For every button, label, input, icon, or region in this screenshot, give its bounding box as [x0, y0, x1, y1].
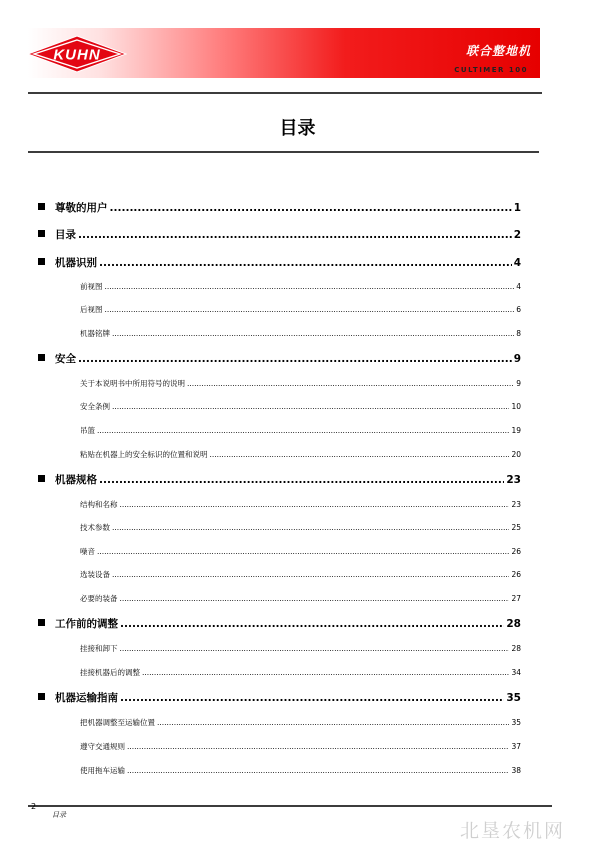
page-title: 目录: [279, 118, 316, 139]
dot-leader: [187, 379, 514, 388]
toc-entry-page: 34: [511, 668, 521, 677]
toc-subentry[interactable]: [80, 717, 521, 728]
dot-leader: [112, 523, 509, 532]
square-bullet-icon: [38, 475, 45, 482]
toc-entry[interactable]: [38, 690, 521, 705]
dot-leader: [110, 202, 512, 214]
toc-entry-label: 选装设备: [80, 570, 110, 579]
dot-leader: [99, 257, 512, 269]
square-bullet-icon: [38, 693, 45, 700]
toc-entry-label: 安全条例: [80, 402, 110, 411]
toc-entry-label: 目录: [55, 229, 76, 241]
toc-entry-label: 必要的装备: [80, 594, 118, 603]
square-bullet-icon: [38, 354, 45, 361]
square-bullet-icon: [38, 203, 45, 210]
toc-entry-page: 20: [511, 450, 521, 459]
toc-entry-label: 把机器调整至运输位置: [80, 718, 155, 727]
toc-entry-label: 前视图: [80, 282, 103, 291]
toc-entry-page: 25: [511, 523, 521, 532]
dot-leader: [78, 353, 512, 365]
toc-entry-page: 2: [513, 229, 521, 241]
dot-leader: [97, 426, 509, 435]
toc-entry-label: 安全: [55, 353, 76, 365]
dot-leader: [120, 618, 504, 630]
toc-entry[interactable]: [38, 472, 521, 487]
toc-entry-page: 23: [511, 500, 521, 509]
dot-leader: [157, 718, 509, 727]
toc-subentry[interactable]: [80, 425, 521, 436]
toc-entry-label: 吊篮: [80, 426, 95, 435]
toc-entry-label: 后视图: [80, 305, 103, 314]
toc-entry-label: 挂接和卸下: [80, 644, 118, 653]
toc-entry-page: 28: [511, 644, 521, 653]
toc-entry-label: 挂接机器后的调整: [80, 668, 140, 677]
toc-entry-label: 噪音: [80, 547, 95, 556]
dot-leader: [112, 570, 509, 579]
toc-entry-label: 技术参数: [80, 523, 110, 532]
dot-leader: [105, 305, 515, 314]
toc-entry-page: 8: [516, 329, 521, 338]
dot-leader: [99, 474, 504, 486]
dot-leader: [112, 329, 514, 338]
square-bullet-icon: [38, 258, 45, 265]
toc-entry-page: 23: [506, 474, 521, 486]
dot-leader: [120, 644, 510, 653]
header-model: CULTIMER 100: [454, 66, 528, 74]
toc-entry-label: 粘贴在机器上的安全标识的位置和说明: [80, 450, 208, 459]
toc-entry-page: 6: [516, 305, 521, 314]
toc-entry-page: 4: [513, 257, 521, 269]
dot-leader: [127, 742, 509, 751]
dot-leader: [120, 692, 504, 704]
toc-entry-page: 9: [513, 353, 521, 365]
toc-entry-label: 机器铭牌: [80, 329, 110, 338]
footer-label: 目录: [52, 811, 66, 819]
toc-entry[interactable]: [38, 351, 521, 366]
toc-entry-label: 关于本说明书中所用符号的说明: [80, 379, 185, 388]
watermark: 北垦农机网: [459, 820, 565, 842]
toc-entry-page: 38: [511, 766, 521, 775]
toc-entry-page: 35: [511, 718, 521, 727]
toc-subentry[interactable]: [80, 378, 521, 389]
toc-entry-page: 35: [506, 692, 521, 704]
dot-leader: [78, 229, 512, 241]
toc-entry[interactable]: [38, 255, 521, 270]
dot-leader: [120, 594, 510, 603]
toc-entry-label: 遵守交通规则: [80, 742, 125, 751]
toc-entry-page: 1: [513, 202, 521, 214]
toc-entry-label: 机器识别: [55, 257, 97, 269]
dot-leader: [127, 766, 509, 775]
toc-subentry[interactable]: [80, 593, 521, 604]
toc-entry-label: 机器运输指南: [55, 692, 118, 704]
toc-subentry[interactable]: [80, 546, 521, 557]
toc-entry-page: 26: [511, 570, 521, 579]
toc-subentry[interactable]: [80, 304, 521, 315]
toc-subentry[interactable]: [80, 569, 521, 580]
footer-rule: [28, 805, 552, 807]
toc-subentry[interactable]: [80, 522, 521, 533]
toc-entry[interactable]: [38, 200, 521, 215]
toc-entry-page: 26: [511, 547, 521, 556]
toc-subentry[interactable]: [80, 281, 521, 292]
dot-leader: [112, 402, 509, 411]
toc-entry-page: 27: [511, 594, 521, 603]
toc-entry[interactable]: [38, 227, 521, 242]
toc-entry-label: 使用拖车运输: [80, 766, 125, 775]
toc-entry-page: 19: [511, 426, 521, 435]
dot-leader: [210, 450, 510, 459]
header-title: 联合整地机: [465, 44, 531, 58]
dot-leader: [97, 547, 509, 556]
square-bullet-icon: [38, 230, 45, 237]
toc-entry-label: 尊敬的用户: [55, 202, 108, 214]
toc-subentry[interactable]: [80, 499, 521, 510]
toc-entry-label: 机器规格: [55, 474, 97, 486]
toc-entry-page: 9: [516, 379, 521, 388]
toc-entry-label: 结构和名称: [80, 500, 118, 509]
toc-subentry[interactable]: [80, 328, 521, 339]
toc-subentry[interactable]: [80, 401, 521, 412]
svg-text:KUHN: KUHN: [53, 46, 101, 64]
toc-entry-page: 37: [511, 742, 521, 751]
toc-subentry[interactable]: [80, 741, 521, 752]
toc-entry-page: 4: [516, 282, 521, 291]
square-bullet-icon: [38, 619, 45, 626]
dot-leader: [142, 668, 509, 677]
toc-subentry[interactable]: [80, 765, 521, 776]
toc-subentry[interactable]: [80, 449, 521, 460]
footer-page-number: 2: [31, 802, 37, 811]
dot-leader: [105, 282, 515, 291]
toc-entry-page: 10: [511, 402, 521, 411]
toc-entry-label: 工作前的调整: [55, 618, 118, 630]
toc-subentry[interactable]: [80, 643, 521, 654]
dot-leader: [120, 500, 510, 509]
toc-entry-page: 28: [506, 618, 521, 630]
toc-subentry[interactable]: [80, 667, 521, 678]
toc-entry[interactable]: [38, 616, 521, 631]
